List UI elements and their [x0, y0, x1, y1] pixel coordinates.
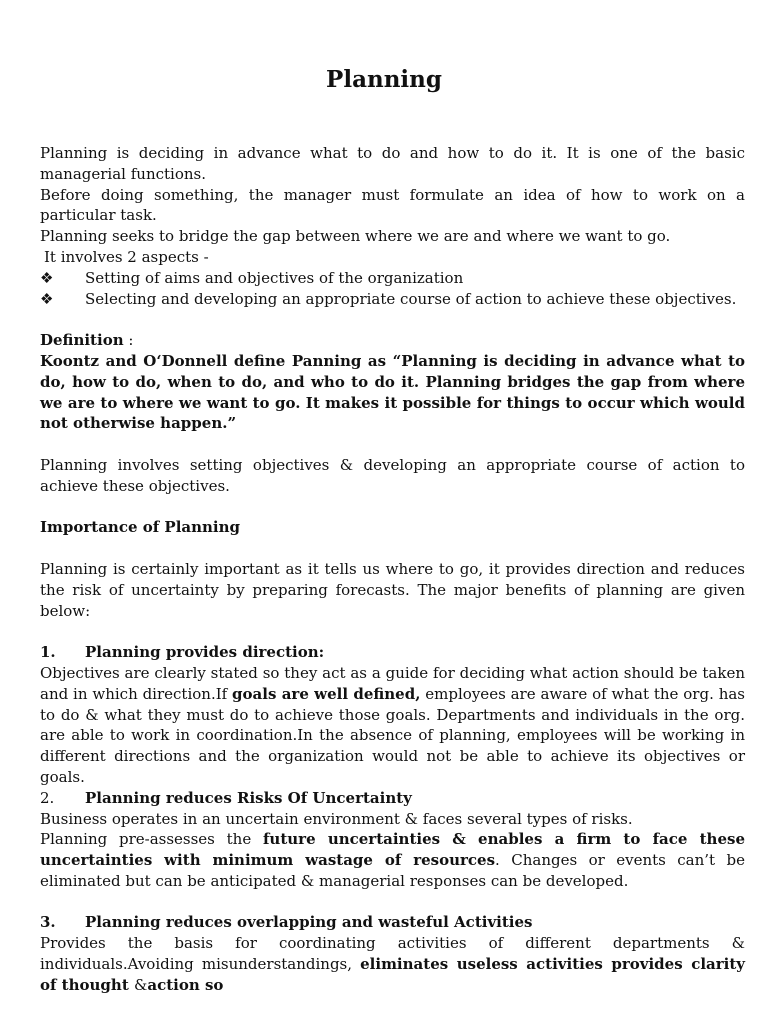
intro-paragraph-1: Planning is deciding in advance what to do and how to do it. It is one of the basic managerial functions. — [40, 144, 745, 183]
point-text: Planning pre-assesses the — [40, 830, 263, 849]
importance-heading — [40, 517, 745, 538]
point-heading — [40, 788, 745, 809]
aspect-text: Selecting and developing an appropriate course of action to achieve these objectives. — [85, 289, 737, 308]
point-number: 2. — [40, 788, 55, 807]
point-bold-text: future uncertainties & enables a firm to face these uncertainties with minimum wastage of resources — [40, 830, 745, 870]
diamond-bullet-icon: ❖ — [40, 268, 54, 287]
point-text: & — [133, 975, 148, 994]
definition-label-line — [40, 330, 745, 351]
definition-colon: : — [123, 331, 134, 350]
point-number: 3. — [40, 913, 56, 932]
aspects-intro: It involves 2 aspects - — [44, 247, 209, 266]
point-bold-text: goals are well defined, — [232, 684, 421, 703]
point-text: Provides the basis for coordinating activities of different departments & individuals.Avoiding misunderstandings, — [40, 934, 745, 974]
summary-paragraph: Planning involves setting objectives & developing an appropriate course of action to achieve these objectives. — [40, 455, 745, 495]
intro-paragraph-3: Planning seeks to bridge the gap between where we are and where we want to go. — [40, 227, 671, 246]
point-heading-text: Planning reduces Risks Of Uncertainty — [85, 788, 412, 807]
point-text: Objectives are clearly stated so they act as a guide for deciding what action should be taken and in which direction.If — [40, 663, 745, 703]
aspect-item — [40, 289, 745, 310]
aspect-text: Setting of aims and objectives of the organization — [85, 268, 464, 287]
intro-paragraph-2: Before doing something, the manager must formulate an idea of how to work on a particular task. — [40, 185, 745, 225]
point-bold-text: eliminates useless activities provides clarity of thought — [40, 955, 745, 994]
definition-label: Definition — [40, 331, 124, 350]
point-text: employees are aware of what the org. has to do & what they must do to achieve those goals. Departments and individuals in the org. are able to work in coordination.In the absence of planning, employees will be working in different directions and the organization would not be able to achieve its objectives or goals. — [40, 684, 745, 786]
point-heading-text: Planning provides direction: — [85, 643, 325, 662]
definition-quote: Koontz and O‘Donnell define Panning as “Planning is deciding in advance what to do, how to do, when to do, and who to do it. Planning bridges the gap from where we are to where we want to go. It makes it possible for things to occur which would not otherwise happen.” — [40, 351, 745, 433]
point-text: . Changes or events can’t be eliminated but can be anticipated & managerial responses can be developed. — [40, 851, 745, 890]
point-paragraph — [40, 933, 745, 995]
point-paragraph — [40, 829, 745, 891]
definition-text — [40, 351, 745, 434]
aspect-item — [40, 268, 745, 289]
diamond-bullet-icon: ❖ — [40, 289, 54, 308]
point-heading — [40, 642, 745, 663]
point-bold-text: action so — [147, 975, 224, 994]
point-heading-text: Planning reduces overlapping and wasteful Activities — [85, 913, 533, 932]
point-number: 1. — [40, 643, 56, 662]
point-heading — [40, 912, 745, 933]
point-paragraph — [40, 663, 745, 788]
importance-intro: Planning is certainly important as it tells us where to go, it provides direction and reduces the risk of uncertainty by preparing forecasts. The major benefits of planning are given below: — [40, 559, 745, 620]
importance-heading-text: Importance of Planning — [40, 518, 241, 537]
point-paragraph: Business operates in an uncertain environment & faces several types of risks. — [40, 809, 633, 828]
document-body — [40, 143, 745, 996]
page-title: Planning — [326, 66, 442, 93]
